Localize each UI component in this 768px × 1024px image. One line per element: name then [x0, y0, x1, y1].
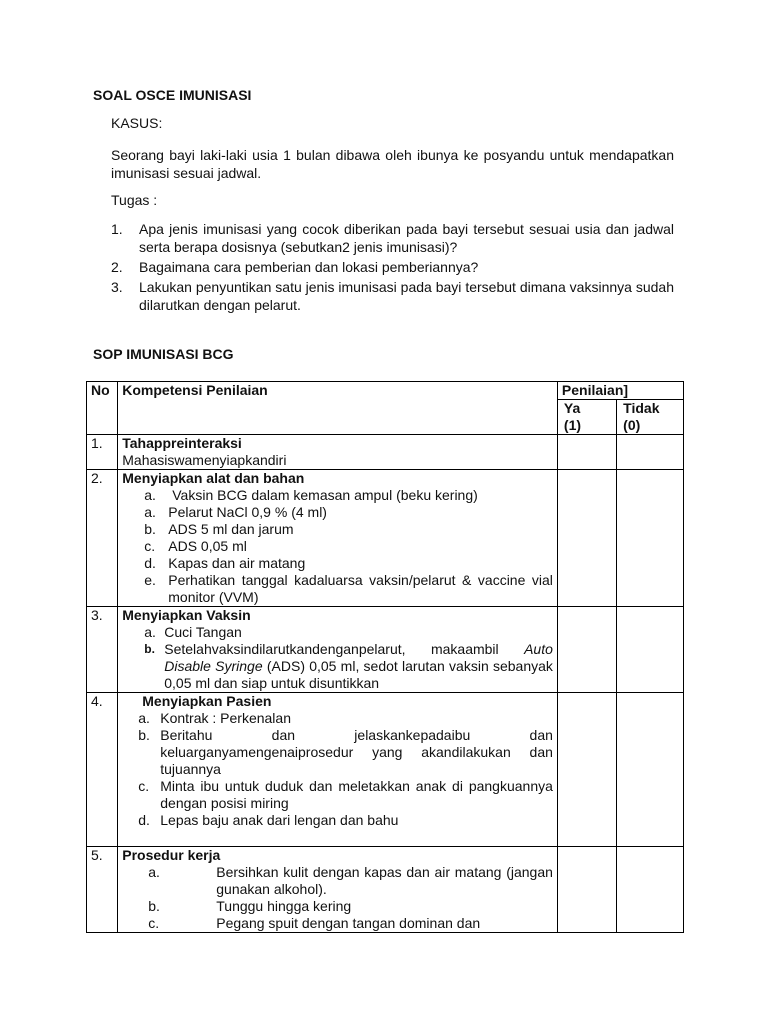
item-marker: b. [144, 521, 156, 537]
item-marker: c. [148, 915, 160, 931]
sop-table [86, 381, 684, 933]
score-ya-cell[interactable] [557, 847, 616, 933]
score-ya-cell[interactable] [557, 435, 616, 470]
table-header-row [87, 382, 684, 400]
list-item [122, 572, 553, 606]
item-marker: a. [144, 624, 156, 640]
item-text: Tunggu hingga kering [216, 898, 352, 914]
row-number: 5. [87, 847, 118, 933]
item-text: Beritahu dan jelaskankepadaibu dan keluarganyamengenaiprosedur yang akandilakukan dan tujuannya [160, 727, 553, 777]
sop-title: SOP IMUNISASI BCG [93, 346, 234, 362]
tugas-label: Tugas : [111, 192, 158, 208]
item-marker: d. [144, 555, 156, 571]
row-kompetensi [118, 435, 558, 470]
score-ya-cell[interactable] [557, 693, 616, 847]
kasus-label: KASUS: [111, 115, 163, 131]
item-text: Perhatikan tanggal kadaluarsa vaksin/pelarut & vaccine vial monitor (VVM) [168, 572, 553, 605]
header-tidak-score: (0) [623, 417, 641, 433]
item-marker: a. [144, 487, 156, 503]
score-tidak-cell[interactable] [617, 470, 684, 607]
document-title: SOAL OSCE IMUNISASI [93, 87, 252, 103]
list-item [122, 555, 553, 572]
row-kompetensi [118, 847, 558, 933]
row-number: 4. [87, 693, 118, 847]
tugas-text: Lakukan penyuntikan satu jenis imunisasi pada bayi tersebut dimana vaksinnya sudah dilarutkan dengan pelarut. [139, 279, 674, 313]
item-marker: b. [138, 727, 150, 743]
row-heading: Tahappreinteraksi [122, 435, 242, 451]
row-heading: Menyiapkan Pasien [142, 693, 272, 709]
score-tidak-cell[interactable] [617, 693, 684, 847]
list-item [122, 864, 553, 898]
item-text-start: Setelahvaksindilarutkandenganpelarut, makaambil [164, 641, 525, 657]
row-heading: Menyiapkan Vaksin [122, 607, 251, 623]
row-item-text: Mahasiswamenyiapkandiri [122, 452, 287, 468]
tugas-text: Apa jenis imunisasi yang cocok diberikan pada bayi tersebut sesuai usia dan jadwal serta berapa dosisnya (sebutkan2 jenis imunisasi)? [139, 221, 674, 255]
row-number: 3. [87, 607, 118, 693]
table-row [87, 470, 684, 607]
header-ya-label: Ya [563, 400, 581, 416]
list-item [122, 915, 553, 932]
score-tidak-cell[interactable] [617, 435, 684, 470]
row-number: 1. [87, 435, 118, 470]
item-marker: a. [148, 864, 160, 880]
score-tidak-cell[interactable] [617, 847, 684, 933]
score-tidak-cell[interactable] [617, 607, 684, 693]
item-marker: b. [148, 898, 160, 914]
row-kompetensi [118, 607, 558, 693]
row-heading: Menyiapkan alat dan bahan [122, 470, 305, 486]
header-no: No [87, 382, 118, 435]
list-item [122, 710, 553, 727]
list-item [122, 504, 553, 521]
item-text-emphasis: Auto Disable Syringe [164, 641, 553, 674]
item-marker: a. [144, 504, 156, 520]
tugas-number: 2. [111, 259, 123, 275]
item-text: ADS 5 ml dan jarum [168, 521, 294, 537]
item-text: Kapas dan air matang [168, 555, 306, 571]
list-item [122, 641, 553, 692]
tugas-number: 3. [111, 279, 123, 295]
list-item [122, 898, 553, 915]
item-text: Pegang spuit dengan tangan dominan dan [216, 915, 481, 931]
item-text: Vaksin BCG dalam kemasan ampul (beku kering) [172, 487, 478, 503]
score-ya-cell[interactable] [557, 470, 616, 607]
tugas-text: Bagaimana cara pemberian dan lokasi pemberiannya? [139, 259, 479, 275]
row-number: 2. [87, 470, 118, 607]
list-item [122, 727, 553, 778]
table-row [87, 847, 684, 933]
item-marker: e. [144, 572, 156, 588]
list-item [122, 624, 553, 641]
header-ya-score: (1) [563, 417, 582, 433]
item-text: Minta ibu untuk duduk dan meletakkan anak di pangkuannya dengan posisi miring [160, 778, 553, 811]
item-text: Kontrak : Perkenalan [160, 710, 291, 726]
item-text: Pelarut NaCl 0,9 % (4 ml) [168, 504, 327, 520]
header-kompetensi: Kompetensi Penilaian [118, 382, 558, 435]
item-text-end: (ADS) 0,05 ml, sedot larutan vaksin sebanyak 0,05 ml dan siap untuk disuntikkan [164, 658, 553, 691]
item-text [164, 641, 553, 692]
row-heading: Prosedur kerja [122, 847, 221, 863]
item-marker: c. [144, 538, 156, 554]
list-item [122, 521, 553, 538]
list-item [122, 778, 553, 812]
row-kompetensi [118, 693, 558, 847]
list-item [122, 538, 553, 555]
table-row [87, 607, 684, 693]
item-text: Lepas baju anak dari lengan dan bahu [160, 812, 399, 828]
header-penilaian: Penilaian] [557, 382, 683, 400]
header-tidak-label: Tidak [623, 400, 660, 416]
table-row [87, 435, 684, 470]
item-text: Cuci Tangan [164, 624, 242, 640]
item-text: Bersihkan kulit dengan kapas dan air matang (jangan gunakan alkohol). [216, 864, 553, 897]
header-ya [557, 400, 616, 435]
item-marker: a. [138, 710, 150, 726]
item-marker: c. [138, 778, 150, 794]
item-text: ADS 0,05 ml [168, 538, 247, 554]
list-item [122, 487, 553, 504]
item-marker: d. [138, 812, 150, 828]
header-tidak [617, 400, 684, 435]
tugas-item [111, 258, 674, 276]
score-ya-cell[interactable] [557, 607, 616, 693]
tugas-item [111, 278, 674, 314]
kasus-text: Seorang bayi laki-laki usia 1 bulan dibawa oleh ibunya ke posyandu untuk mendapatkan imunisasi sesuai jadwal. [111, 147, 674, 181]
row-kompetensi [118, 470, 558, 607]
list-item [122, 812, 553, 829]
item-marker: b. [144, 642, 155, 656]
tugas-number: 1. [111, 221, 123, 237]
table-row [87, 693, 684, 847]
tugas-item [111, 220, 674, 256]
